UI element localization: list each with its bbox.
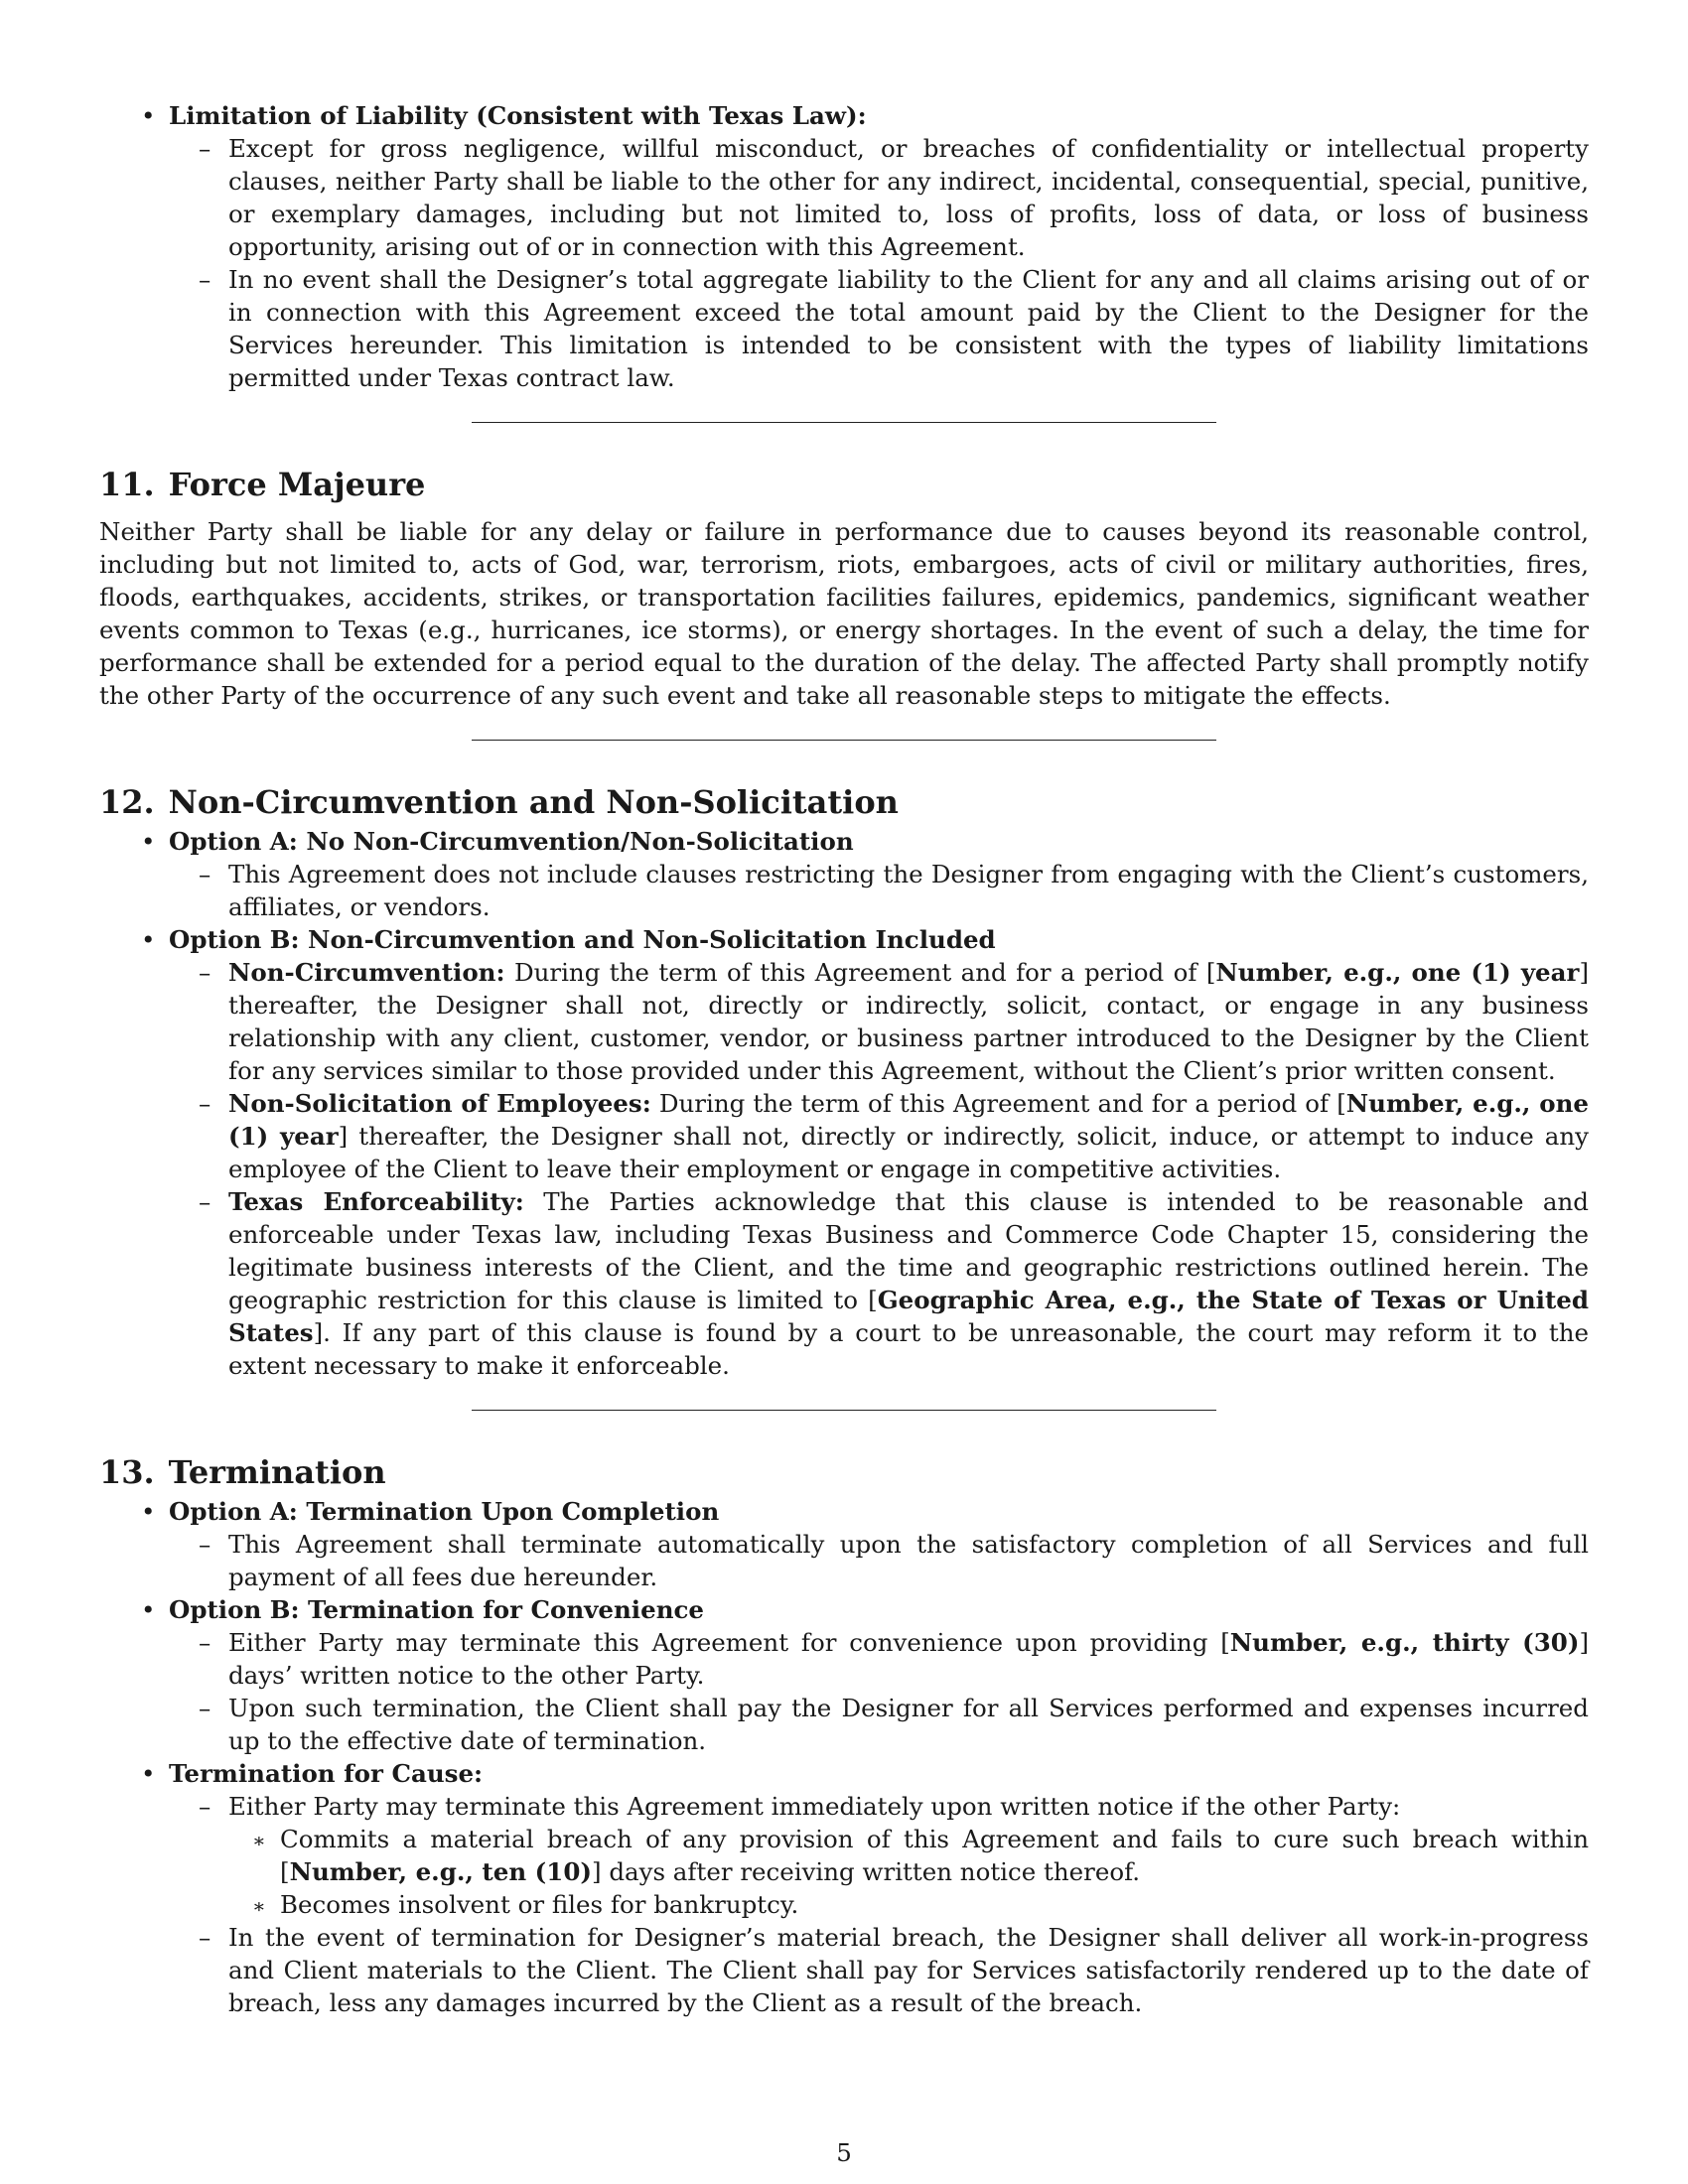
list-item: • Option A: Termination Upon Completion – This Agreement shall terminate automatically upon the satisfactory completion of all Services and full payment of all fees due hereunder. <box>141 1497 1589 1591</box>
list-item: • Limitation of Liability (Consistent with Texas Law): – Except for gross negligence, willful misconduct, or breaches of confidentiality or intellectual property clauses, neither Party shall be liable to the other for any indirect, incidental, consequential, special, punitive, or exemplary damages, including but not limited to, loss of profits, loss of data, or loss of business opportunity, arising out of or in connection with this Agreement. – In no event shall the Designer’s total aggregate liability to the Client for any and all claims arising out of or in connection with this Agreement exceed the total amount paid by the Client to the Designer for the Services hereunder. This limitation is intended to be consistent with the types of liability limitations permitted under Texas contract law. <box>141 101 1589 392</box>
paragraph: This Agreement does not include clauses restricting the Designer from engaging with the Client’s customers, affiliates, or vendors. <box>228 860 1589 921</box>
paragraph: Except for gross negligence, willful misconduct, or breaches of confidentiality or intellectual property clauses, neither Party shall be liable to the other for any indirect, incidental, consequential, special, punitive, or exemplary damages, including but not limited to, loss of profits, loss of data, or loss of business opportunity, arising out of or in connection with this Agreement. <box>228 134 1589 261</box>
option-list <box>99 1495 1589 2019</box>
paragraph: Becomes insolvent or files for bankruptcy. <box>280 1890 799 1919</box>
option-title: Option B: Non-Circumvention and Non-Solicitation Included <box>169 925 996 954</box>
list-item: – Non-Solicitation of Employees: During the term of this Agreement and for a period of [Number, e.g., one (1) year] thereafter, the Designer shall not, directly or indirectly, solicit, induce, or attempt to induce any employee of the Client to leave their employment or engage in competitive activities. <box>199 1089 1589 1183</box>
list-item: • Option B: Termination for Convenience – Either Party may terminate this Agreement for convenience upon providing [Number, e.g., thirty (30)] days’ written notice to the other Party. – Upon such termination, the Client shall pay the Designer for all Services performed and expenses incurred up to the effective date of termination. <box>141 1595 1590 1755</box>
section-heading: 12. Non-Circumvention and Non-Solicitation <box>99 783 899 821</box>
list-item: – Upon such termination, the Client shall pay the Designer for all Services performed and expenses incurred up to the effective date of termination. <box>199 1694 1589 1755</box>
option-title: Option B: Termination for Convenience <box>169 1595 705 1624</box>
document-page <box>99 99 1589 2019</box>
section-heading: 11. Force Majeure <box>99 466 426 503</box>
option-title: Option A: No Non-Circumvention/Non-Solicitation <box>169 827 854 856</box>
list-item: – Texas Enforceability: The Parties acknowledge that this clause is intended to be reasonable and enforceable under Texas law, including Texas Business and Commerce Code Chapter 15, considering the legitimate business interests of the Client, and the time and geographic restrictions outlined herein. The geographic restriction for this clause is limited to [Geographic Area, e.g., the State of Texas or United States]. If any part of this clause is found by a court to be unreasonable, the court may reform it to the extent necessary to make it enforceable. <box>199 1187 1589 1380</box>
section-divider <box>472 422 1216 423</box>
section-heading: 13. Termination <box>99 1453 386 1491</box>
paragraph: In no event shall the Designer’s total aggregate liability to the Client for any and all claims arising out of or in connection with this Agreement exceed the total amount paid by the Client to the Designer for the Services hereunder. This limitation is intended to be consistent with the types of liability limitations permitted under Texas contract law. <box>228 265 1589 392</box>
list-item: – Except for gross negligence, willful misconduct, or breaches of confidentiality or intellectual property clauses, neither Party shall be liable to the other for any indirect, incidental, consequential, special, punitive, or exemplary damages, including but not limited to, loss of profits, loss of data, or loss of business opportunity, arising out of or in connection with this Agreement. <box>199 134 1589 261</box>
page-number: 5 <box>836 2138 852 2167</box>
list-item: – Non-Circumvention: During the term of this Agreement and for a period of [Number, e.g., one (1) year] thereafter, the Designer shall not, directly or indirectly, solicit, contact, or engage in any business relationship with any client, customer, vendor, or business partner introduced to the Designer by the Client for any services similar to those provided under this Agreement, without the Client’s prior written consent. <box>199 958 1589 1085</box>
paragraph: This Agreement shall terminate automatically upon the satisfactory completion of all Services and full payment of all fees due hereunder. <box>228 1530 1589 1591</box>
list-item: – In the event of termination for Designer’s material breach, the Designer shall deliver all work-in-progress and Client materials to the Client. The Client shall pay for Services satisfactorily rendered up to the date of breach, less any damages incurred by the Client as a result of the breach. <box>199 1923 1589 2017</box>
list-item: – Either Party may terminate this Agreement for convenience upon providing [Number, e.g., thirty (30)] days’ written notice to the other Party. <box>199 1628 1590 1690</box>
option-list <box>99 825 1589 1382</box>
bullet-title: Limitation of Liability (Consistent with Texas Law): <box>169 101 867 130</box>
paragraph: In the event of termination for Designer’s material breach, the Designer shall deliver all work-in-progress and Client materials to the Client. The Client shall pay for Services satisfactorily rendered up to the date of breach, less any damages incurred by the Client as a result of the breach. <box>228 1923 1589 2017</box>
section-divider <box>472 740 1216 741</box>
list-item: • Option A: No Non-Circumvention/Non-Solicitation – This Agreement does not include clauses restricting the Designer from engaging with the Client’s customers, affiliates, or vendors. <box>141 827 1589 921</box>
list-item: – Either Party may terminate this Agreement immediately upon written notice if the other Party: ∗ Commits a material breach of any provision of this Agreement and fails to cure such breach within [Number, e.g., ten (10)] days after receiving written notice thereof. ∗ Becomes insolvent or files for bankruptcy. <box>199 1792 1589 1919</box>
list-item: ∗ Becomes insolvent or files for bankruptcy. <box>252 1890 799 1919</box>
list-item: • Option B: Non-Circumvention and Non-Solicitation Included – Non-Circumvention: During the term of this Agreement and for a period of [Number, e.g., one (1) year] thereafter, the Designer shall not, directly or indirectly, solicit, contact, or engage in any business relationship with any client, customer, vendor, or business partner introduced to the Designer by the Client for any services similar to those provided under this Agreement, without the Client’s prior written consent. – Non-Solicitation of Employees: During the term of this Agreement and for a period of [Number, e.g., one (1) year] thereafter, the Designer shall not, directly or indirectly, solicit, induce, or attempt to induce any employee of the Client to leave their employment or engage in competitive activities. – Texas Enforceability: The Parties acknowledge that this clause is intended to be reasonable and enforceable under Texas law, including Texas Business and Commerce Code Chapter 15, considering the legitimate business interests of the Client, and the time and geographic restrictions outlined herein. The geographic restriction for this clause is limited to [Geographic Area, e.g., the State of Texas or United States]. If any part of this clause is found by a court to be unreasonable, the court may reform it to the extent necessary to make it enforceable. <box>141 925 1589 1380</box>
section-divider <box>472 1410 1216 1411</box>
list-item: – This Agreement shall terminate automatically upon the satisfactory completion of all Services and full payment of all fees due hereunder. <box>199 1530 1589 1591</box>
list-item: – This Agreement does not include clauses restricting the Designer from engaging with the Client’s customers, affiliates, or vendors. <box>199 860 1589 921</box>
paragraph: Neither Party shall be liable for any delay or failure in performance due to causes beyond its reasonable control, including but not limited to, acts of God, war, terrorism, riots, embargoes, acts of civil or military authorities, fires, floods, earthquakes, accidents, strikes, or transportation facilities failures, epidemics, pandemics, significant weather events common to Texas (e.g., hurricanes, ice storms), or energy shortages. In the event of such a delay, the time for performance shall be extended for a period equal to the duration of the delay. The affected Party shall promptly notify the other Party of the occurrence of any such event and take all reasonable steps to mitigate the effects. <box>99 517 1589 710</box>
list-item: • Termination for Cause: – Either Party may terminate this Agreement immediately upon written notice if the other Party: ∗ Commits a material breach of any provision of this Agreement and fails to cure such breach within [Number, e.g., ten (10)] days after receiving written notice thereof. ∗ Becomes insolvent or files for bankruptcy. – In the event of termination for Designer’s material breach, the Designer shall deliver all work-in-progress and Client materials to the Client. The Client shall pay for Services satisfactorily rendered up to the date of breach, less any damages incurred by the Client as a result of the breach. <box>141 1759 1589 2017</box>
list-item: ∗ Commits a material breach of any provision of this Agreement and fails to cure such breach within [Number, e.g., ten (10)] days after receiving written notice thereof. <box>252 1825 1589 1886</box>
paragraph: Either Party may terminate this Agreement immediately upon written notice if the other Party: <box>228 1792 1401 1821</box>
list-item: – In no event shall the Designer’s total aggregate liability to the Client for any and all claims arising out of or in connection with this Agreement exceed the total amount paid by the Client to the Designer for the Services hereunder. This limitation is intended to be consistent with the types of liability limitations permitted under Texas contract law. <box>199 265 1589 392</box>
option-title: Option A: Termination Upon Completion <box>169 1497 720 1526</box>
paragraph: Upon such termination, the Client shall pay the Designer for all Services performed and expenses incurred up to the effective date of termination. <box>228 1694 1589 1755</box>
liability-list <box>99 99 1589 394</box>
option-title: Termination for Cause: <box>169 1759 484 1788</box>
